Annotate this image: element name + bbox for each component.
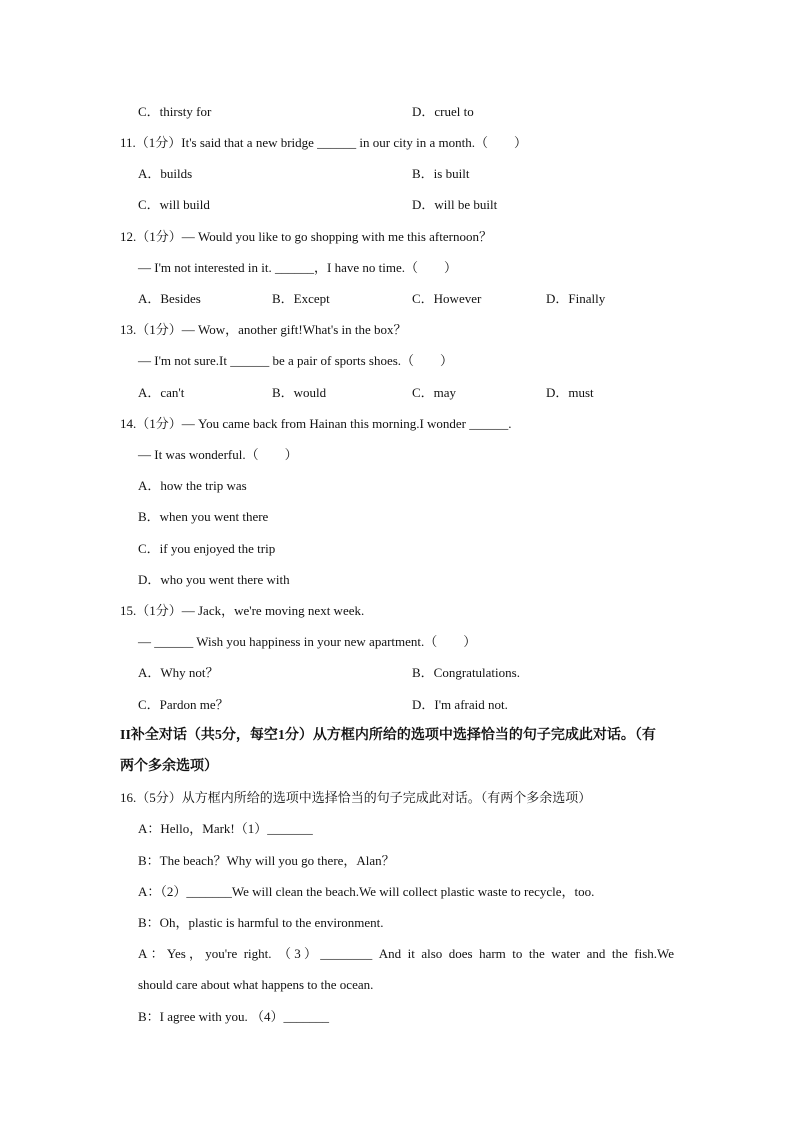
q12-option-d[interactable]: D．Finally — [546, 291, 606, 306]
q11-stem: 11.（1分）It's said that a new bridge ______ in our city in a month.（ ） — [120, 135, 527, 150]
section-heading-line-2: 两个多余选项） — [120, 759, 218, 774]
q15-stem: 15.（1分）— Jack，we're moving next week. — [120, 603, 365, 618]
q16-dialogue-line: B：Oh，plastic is harmful to the environment. — [138, 915, 384, 930]
q11-option-b[interactable]: B．is built — [412, 166, 470, 181]
q15-option-b[interactable]: B．Congratulations. — [412, 665, 520, 680]
q15-option-d[interactable]: D．I'm afraid not. — [412, 697, 508, 712]
q11-option-a[interactable]: A．builds — [138, 166, 193, 181]
q13-option-d[interactable]: D．must — [546, 385, 594, 400]
q16-dialogue-line: A：Hello，Mark!（1）_______ — [138, 821, 313, 836]
q16-stem: 16.（5分）从方框内所给的选项中选择恰当的句子完成此对话。（有两个多余选项） — [120, 790, 592, 805]
q14-option-c[interactable]: C．if you enjoyed the trip — [138, 541, 276, 556]
q13-option-a[interactable]: A．can't — [138, 385, 185, 400]
q11-option-d[interactable]: D．will be built — [412, 197, 498, 212]
q12-stem: 12.（1分）— Would you like to go shopping with me this afternoon？ — [120, 229, 492, 244]
q16-dialogue-line: A：（2）_______We will clean the beach.We will collect plastic waste to recycle，too. — [138, 884, 595, 899]
q13-reply: — I'm not sure.It ______ be a pair of sports shoes.（ ） — [138, 353, 454, 368]
q12-option-c[interactable]: C．However — [412, 291, 482, 306]
q14-stem: 14.（1分）— You came back from Hainan this morning.I wonder ______. — [120, 416, 512, 431]
q15-option-a[interactable]: A．Why not？ — [138, 665, 219, 680]
q16-dialogue-line: B：The beach？Why will you go there，Alan？ — [138, 853, 395, 868]
section-heading-line-1: II补全对话（共5分，每空1分）从方框内所给的选项中选择恰当的句子完成此对话。（有 — [120, 728, 656, 743]
q12-option-b[interactable]: B．Except — [272, 291, 330, 306]
q14-option-a[interactable]: A．how the trip was — [138, 478, 247, 493]
q14-option-d[interactable]: D．who you went there with — [138, 572, 290, 587]
q15-option-c[interactable]: C．Pardon me？ — [138, 697, 229, 712]
q16-dialogue-line: B：I agree with you. （4）_______ — [138, 1009, 330, 1024]
q10-option-d[interactable]: D．cruel to — [412, 104, 474, 119]
q14-option-b[interactable]: B．when you went there — [138, 509, 269, 524]
q11-option-c[interactable]: C．will build — [138, 197, 210, 212]
q13-option-c[interactable]: C．may — [412, 385, 457, 400]
q14-reply: — It was wonderful.（ ） — [138, 447, 298, 462]
q10-option-c[interactable]: C．thirsty for — [138, 104, 212, 119]
q13-option-b[interactable]: B．would — [272, 385, 327, 400]
q13-stem: 13.（1分）— Wow，another gift!What's in the box？ — [120, 322, 407, 337]
q16-dialogue-line: should care about what happens to the ocean. — [138, 977, 374, 992]
q12-option-a[interactable]: A．Besides — [138, 291, 201, 306]
q16-dialogue-line: A：Yes，you're right. （3）________ And it also does harm to the water and the fish.We — [138, 946, 674, 961]
q15-reply: — ______ Wish you happiness in your new apartment.（ ） — [138, 634, 477, 649]
q12-reply: — I'm not interested in it. ______，I have no time.（ ） — [138, 260, 457, 275]
